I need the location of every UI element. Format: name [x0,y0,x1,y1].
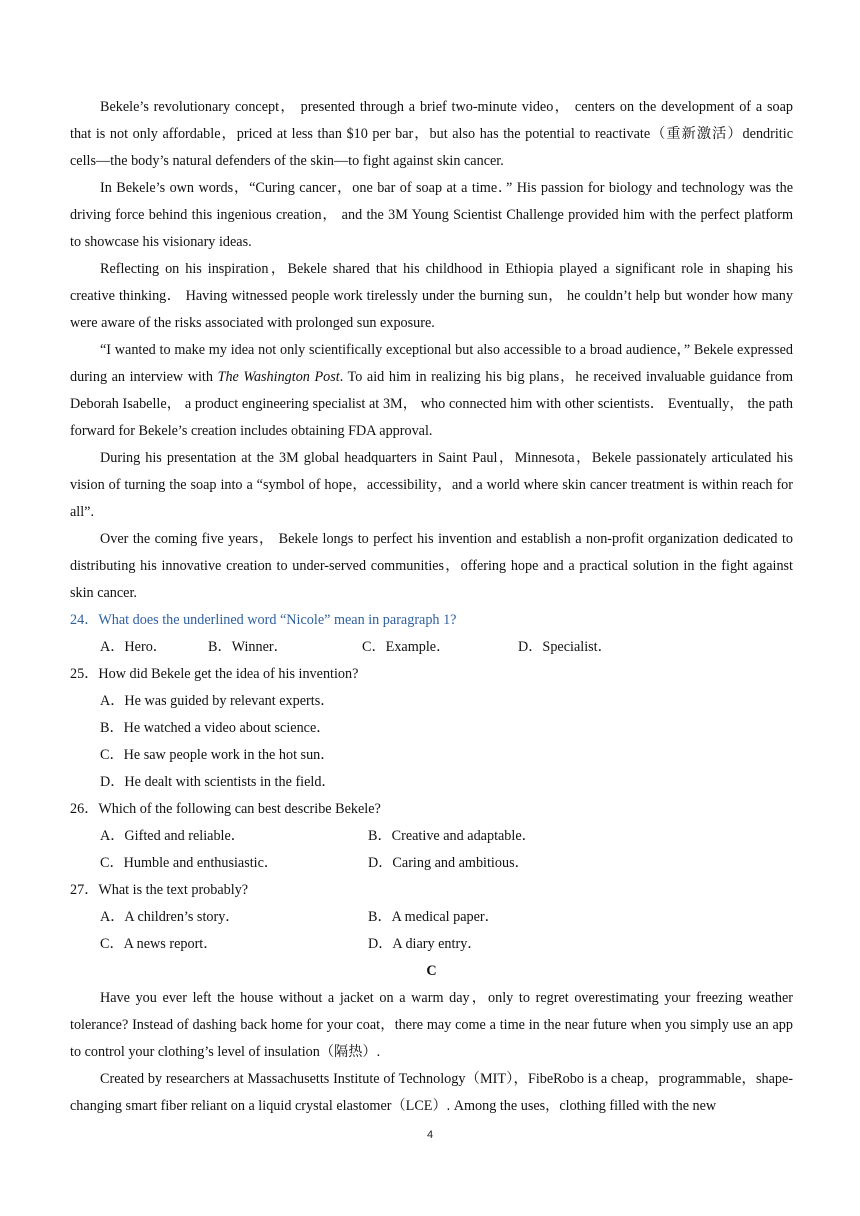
body-text [70,94,793,1120]
option: C．He saw people work in the hot sun． [100,747,335,763]
option: A．Gifted and reliable． [100,828,245,844]
option: C．A news report． [100,936,218,952]
option: C．Humble and enthusiastic． [100,855,279,871]
paragraph-text: . To aid him in realizing his big plans，he received invaluable guidance from Deborah Isabelle， a product engineering specialist at 3M， who connected him with other scientists． Eventually， the path forward for Bekele’s creation includes obtaining FDA approval. [70,369,793,439]
paragraph: Have you ever left the house without a jacket on a warm day，only to regret overestimating your freezing weather tolerance? Instead of dashing back home for your coat，there may come a time in the near future when you simply use an app to control your clothing’s level of insulation（隔热）. [70,990,793,1060]
option: C．Example． [362,639,451,655]
question-24: 24．What does the underlined word “Nicole” mean in paragraph 1? [70,612,457,628]
paragraph: During his presentation at the 3M global headquarters in Saint Paul，Minnesota，Bekele passionately articulated his vision of turning the soap into a “symbol of hope，accessibility，and a world where skin cancer treatment is within reach for all”. [70,450,793,520]
option: A．A children’s story． [100,909,240,925]
publication-title: The Washington Post [217,369,340,385]
question-26-options [70,823,793,850]
option: B．Creative and adaptable． [368,828,536,844]
question-24-options [70,634,793,661]
paragraph: In Bekele’s own words，“Curing cancer，one bar of soap at a time．” His passion for biology and technology was the driving force behind this ingenious creation， and the 3M Young Scientist Challenge provided him with the perfect platform to showcase his visionary ideas. [70,180,793,250]
question-27-options [70,904,793,931]
paragraph: Reflecting on his inspiration，Bekele shared that his childhood in Ethiopia played a significant role in shaping his creative thinking． Having witnessed people work tirelessly under the burning sun， he couldn’t help but wonder how many were aware of the risks associated with prolonged sun exposure. [70,261,793,331]
paragraph: Bekele’s revolutionary concept， presented through a brief two-minute video， centers on the development of a soap that is not only affordable，priced at less than $10 per bar，but also has the potential to reactivate（重新激活）dendritic cells—the body’s natural defenders of the skin—to fight against skin cancer. [70,99,793,169]
paragraph-washington-post [70,337,793,445]
question-25: 25．How did Bekele get the idea of his invention? [70,666,359,682]
option: D．He dealt with scientists in the field． [100,774,336,790]
option: D．A diary entry． [368,936,482,952]
paragraph-text: “I wanted to make my idea not only scientifically exceptional but also accessible to a broad audience，” Bekele expressed during an interview with [70,342,793,385]
option: A．Hero． [100,639,167,655]
option: B．He watched a video about science． [100,720,331,736]
question-26-options [70,850,793,877]
section-title: C [426,963,437,979]
option: A．He was guided by relevant experts． [100,693,335,709]
option: D．Specialist． [518,639,612,655]
paragraph: Over the coming five years， Bekele longs to perfect his invention and establish a non-profit organization dedicated to distributing his innovative creation to under-served communities，offering hope and a practical solution in the fight against skin cancer. [70,531,793,601]
page-number: 4 [426,1129,434,1141]
question-27-options [70,931,793,958]
option: D．Caring and ambitious． [368,855,529,871]
question-27: 27．What is the text probably? [70,882,249,898]
question-26: 26．Which of the following can best describe Bekele? [70,801,381,817]
paragraph: Created by researchers at Massachusetts Institute of Technology（MIT），FibeRobo is a cheap，programmable，shape-changing smart fiber reliant on a liquid crystal elastomer（LCE）. Among the uses，clothing filled with the new [70,1071,793,1114]
option: B．A medical paper． [368,909,499,925]
option: B．Winner． [208,639,288,655]
